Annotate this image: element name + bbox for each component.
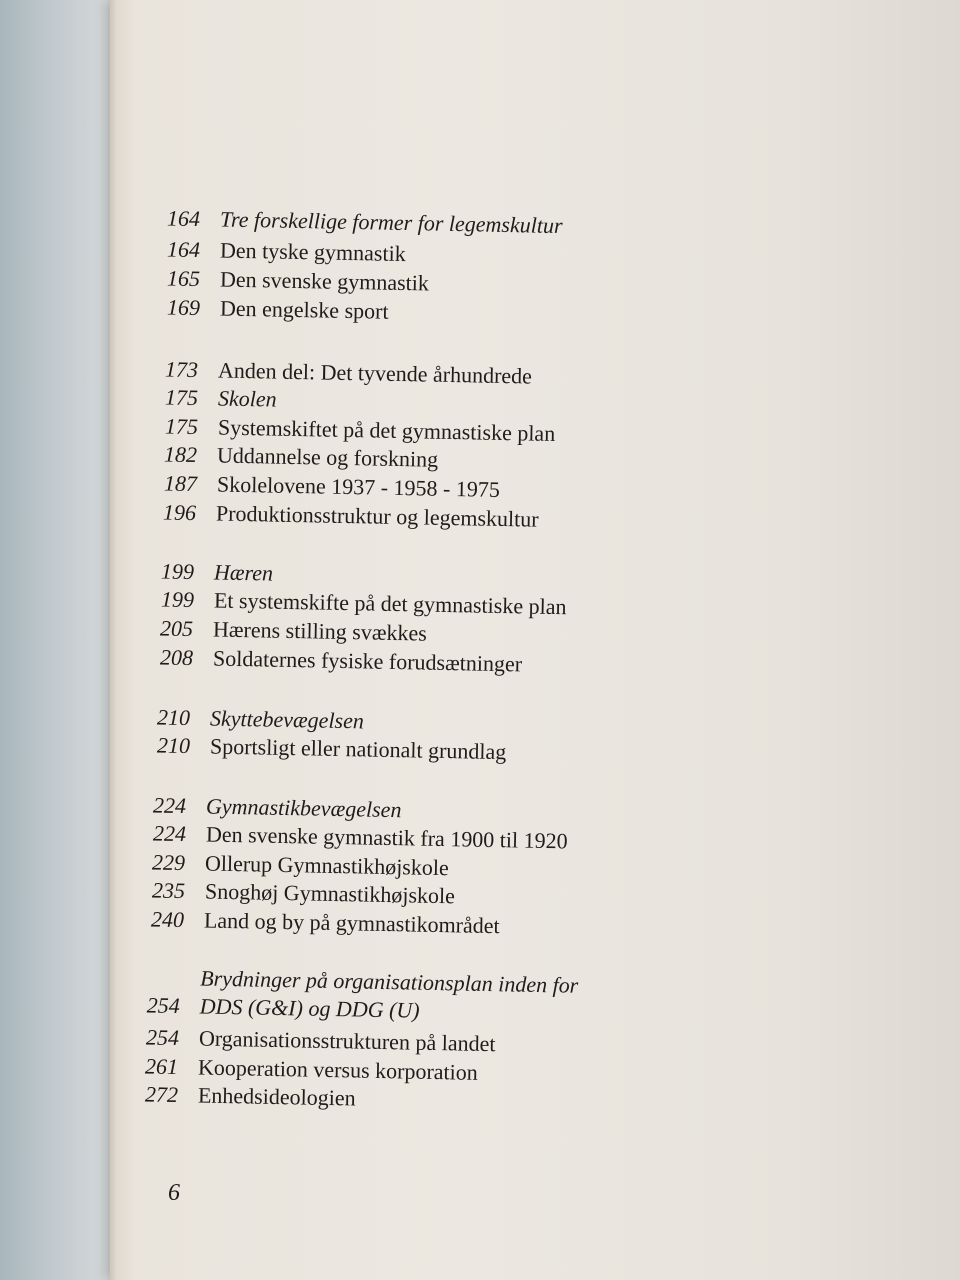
- toc-title: Tre forskellige former for legemskultur: [219, 206, 563, 239]
- toc-page-number: 210: [156, 732, 191, 759]
- toc-title: Snoghøj Gymnastikhøjskole: [204, 878, 456, 909]
- toc-title: Gymnastikbevægelsen: [205, 793, 402, 823]
- toc-page-number: 175: [164, 413, 199, 440]
- toc-entry: [132, 731, 507, 766]
- toc-entry: [135, 643, 523, 678]
- toc-page-number: 224: [152, 820, 187, 847]
- toc-title: Enhedsideologien: [197, 1082, 356, 1111]
- toc-title: Ollerup Gymnastikhøjskole: [204, 850, 450, 881]
- toc-page-number: 208: [159, 644, 194, 671]
- toc-title: Land og by på gymnastikområdet: [203, 907, 500, 939]
- toc-title-line-2: DDS (G&I) og DDG (U): [199, 993, 420, 1023]
- toc-entry: [120, 1080, 356, 1113]
- table-of-contents: [110, 0, 960, 1280]
- toc-page-number: 169: [166, 294, 201, 321]
- toc-title: Kooperation versus korporation: [197, 1054, 479, 1085]
- toc-title-line-1: Brydninger på organisationsplan inden for: [200, 965, 579, 998]
- toc-page-number: 199: [160, 586, 195, 613]
- toc-entry: [132, 703, 364, 735]
- toc-title: Den tyske gymnastik: [219, 237, 406, 267]
- toc-title: Organisationsstrukturen på landet: [198, 1025, 496, 1057]
- toc-title: Soldaternes fysiske forudsætninger: [212, 645, 523, 677]
- toc-page-number: 182: [163, 441, 198, 468]
- toc-page-number: 210: [156, 704, 191, 731]
- toc-page-number: 196: [162, 499, 197, 526]
- toc-page-number: 175: [164, 384, 199, 411]
- toc-page-number: 240: [150, 906, 185, 933]
- toc-entry: [135, 614, 427, 648]
- toc-page-number: 164: [166, 236, 201, 263]
- toc-page-number: 272: [144, 1081, 179, 1108]
- toc-title: Skolelovene 1937 - 1958 - 1975: [216, 471, 501, 502]
- toc-page-number: 224: [152, 792, 187, 819]
- toc-page-number: 164: [166, 205, 201, 232]
- toc-page-number: 165: [166, 265, 201, 292]
- toc-entry: [140, 383, 277, 414]
- toc-entry: [121, 963, 578, 1028]
- toc-title: Hæren: [213, 559, 274, 586]
- toc-title: Et systemskifte på det gymnastiske plan: [213, 587, 567, 620]
- toc-title: Uddannelse og forskning: [216, 442, 439, 472]
- toc-entry: [142, 293, 389, 326]
- book-page: [110, 0, 960, 1280]
- toc-title: Systemskiftet på det gymnastiske plan: [217, 414, 556, 446]
- toc-title: Den engelske sport: [219, 295, 389, 324]
- toc-entry: [136, 557, 274, 588]
- toc-title: Produktionsstruktur og legemskultur: [215, 500, 539, 532]
- toc-page-number: 199: [160, 558, 195, 585]
- toc-entry: [139, 440, 439, 474]
- toc-title: [199, 965, 578, 1028]
- toc-page-number: 261: [144, 1053, 179, 1080]
- toc-title: Skolen: [217, 385, 277, 412]
- toc-title: Sportsligt eller nationalt grundlag: [209, 733, 507, 765]
- toc-title: Den svenske gymnastik fra 1900 til 1920: [205, 821, 568, 854]
- toc-title: Den svenske gymnastik: [219, 266, 430, 296]
- toc-page-number: 205: [159, 615, 194, 642]
- toc-entry: [126, 905, 500, 940]
- page-number-folio: 6: [168, 1180, 180, 1206]
- toc-title: Anden del: Det tyvende århundrede: [217, 357, 533, 389]
- toc-entry: [142, 204, 563, 240]
- toc-entry: [142, 235, 406, 268]
- toc-page-number: 254: [145, 1024, 180, 1051]
- toc-title: Skyttebevægelsen: [209, 705, 365, 734]
- toc-page-number: 235: [151, 877, 186, 904]
- toc-page-number: 229: [151, 849, 186, 876]
- toc-title: Hærens stilling svækkes: [212, 616, 428, 646]
- toc-entry: [142, 264, 429, 298]
- toc-page-number: 187: [163, 470, 198, 497]
- toc-page-number: 173: [164, 356, 199, 383]
- toc-page-number: 254: [146, 992, 180, 1019]
